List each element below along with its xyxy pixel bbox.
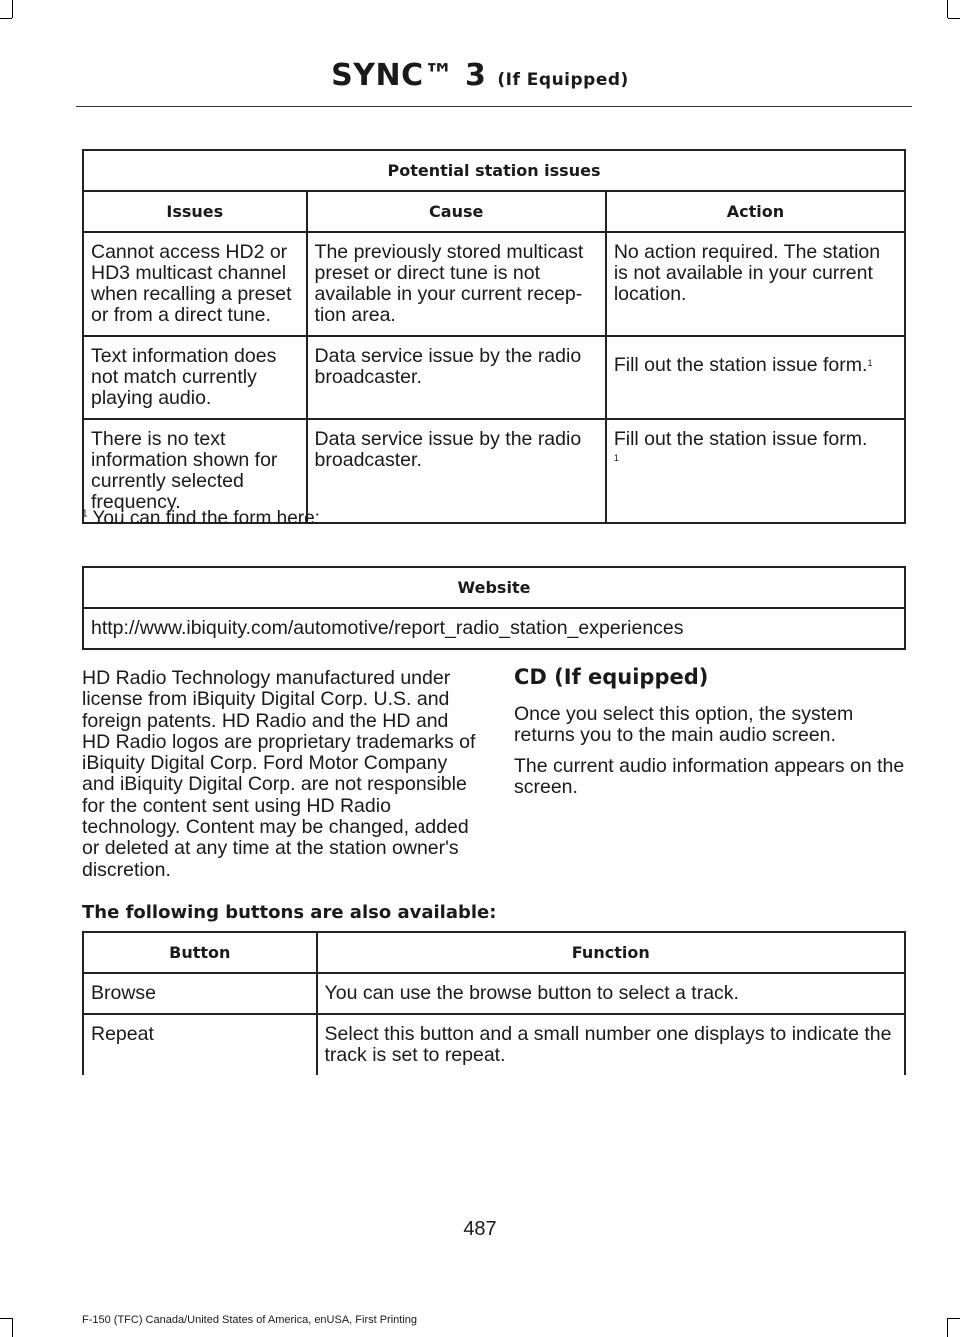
crop-mark: [12, 1318, 13, 1337]
column-header: Action: [606, 191, 905, 232]
crop-mark: [12, 0, 13, 18]
action-cell: [606, 419, 905, 523]
crop-mark: [0, 18, 12, 19]
column-header: Function: [317, 932, 905, 973]
issue-cell: Text information does not match currently playing audio.: [83, 336, 307, 419]
table-row: [83, 232, 905, 336]
crop-mark: [947, 1318, 948, 1337]
title-divider: [76, 106, 912, 107]
station-issues-table: [82, 149, 906, 524]
footnote-text: You can find the form here:: [92, 508, 320, 529]
page-title-main: SYNC™ 3: [331, 58, 487, 93]
button-name-cell: Repeat: [83, 1014, 317, 1075]
footnote-mark: 1: [82, 508, 88, 520]
cd-paragraph: Once you select this option, the system returns you to the main audio screen.: [514, 703, 854, 747]
buttons-heading: The following buttons are also available:: [82, 902, 497, 923]
footnote: [82, 508, 320, 530]
cd-section-heading: CD (If equipped): [514, 665, 709, 689]
crop-mark: [948, 1318, 960, 1319]
buttons-table: [82, 931, 906, 1075]
column-header: Issues: [83, 191, 307, 232]
crop-mark: [947, 0, 948, 18]
cause-cell: Data service issue by the radio broadcaster.: [307, 336, 606, 419]
action-text: Fill out the station issue form.: [613, 428, 868, 450]
table-row: [83, 336, 905, 419]
issue-cell: There is no text information shown for currently selected frequency.: [83, 419, 307, 523]
action-cell: No action required. The station is not available in your current location.: [606, 232, 905, 336]
issue-cell: Cannot access HD2 or HD3 multicast channel when recalling a preset or from a direct tune.: [83, 232, 307, 336]
footnote-ref: 1: [867, 358, 873, 368]
website-table: [82, 566, 906, 650]
action-cell: [606, 336, 905, 419]
hd-radio-paragraph: HD Radio Technology manufactured under license from iBiquity Digital Corp. U.S. and foreign patents. HD Radio and the HD and HD Radio logos are proprietary trademarks of iBiquity Digital Corp. Ford Motor Company and iBiquity Digital Corp. are not responsible for the content sent using HD Radio technology. Content may be changed, added or deleted at any time at the station owner's discretion.: [82, 667, 476, 881]
button-name-cell: Browse: [83, 973, 317, 1014]
table-row: [83, 973, 905, 1014]
crop-mark: [0, 1318, 12, 1319]
table-row: [83, 1014, 905, 1075]
footnote-ref: 1: [613, 453, 619, 463]
cause-cell: The previously stored multicast preset or direct tune is not available in your current recep-tion area.: [307, 232, 606, 336]
column-header: Website: [83, 567, 905, 608]
cause-cell: Data service issue by the radio broadcaster.: [307, 419, 606, 523]
footer-text: F-150 (TFC) Canada/United States of America, enUSA, First Printing: [82, 1314, 418, 1326]
page-title: [0, 58, 960, 93]
table-caption: Potential station issues: [83, 150, 905, 191]
column-header: Button: [83, 932, 317, 973]
page-number: 487: [463, 1218, 497, 1240]
website-url: http://www.ibiquity.com/automotive/report_radio_station_experiences: [83, 608, 905, 649]
column-header: Cause: [307, 191, 606, 232]
cd-paragraph: The current audio information appears on the screen.: [514, 755, 905, 799]
page-title-subtitle: (If Equipped): [497, 70, 629, 90]
action-text: Fill out the station issue form.: [613, 354, 868, 376]
crop-mark: [948, 18, 960, 19]
button-function-cell: Select this button and a small number one displays to indicate the track is set to repeat.: [317, 1014, 905, 1075]
button-function-cell: You can use the browse button to select a track.: [317, 973, 905, 1014]
